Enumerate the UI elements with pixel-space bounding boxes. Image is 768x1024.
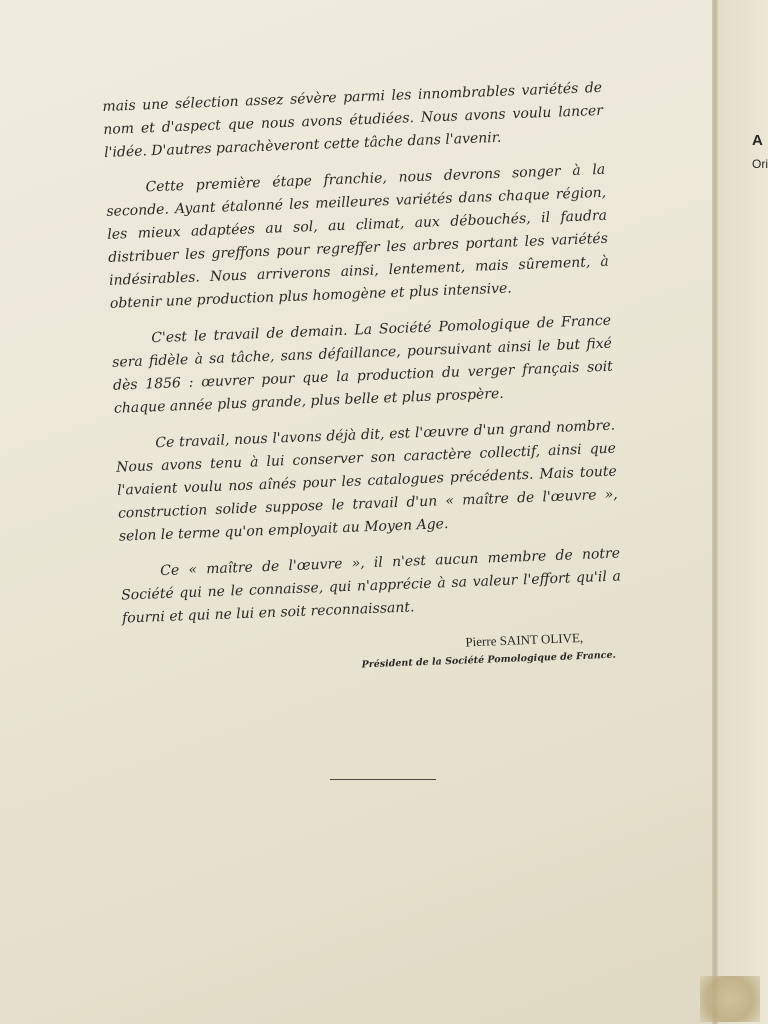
body-text: [102, 77, 624, 683]
right-page-heading-fragment: A: [752, 132, 763, 149]
watermark-thumbnail: [700, 976, 760, 1022]
right-page: [718, 0, 768, 1024]
paragraph-5: Ce « maître de l'œuvre », il n'est aucun membre de notre Société qui ne le connaisse, qui n'apprécie à sa valeur l'effort qu'il a fourni et qui ne lui en soit reconnaissant.: [120, 545, 622, 627]
closing-rule: [330, 779, 436, 780]
right-page-text: [752, 132, 768, 171]
signature-name: Pierre SAINT OLIVE,: [465, 629, 584, 650]
right-page-subheading-fragment: Ori: [752, 157, 768, 171]
paragraph-2: Cette première étape franchie, nous devrons songer à la seconde. Ayant étalonné les meilleures variétés dans chaque région, les mieux adaptées au sol, au climat, aux débouchés, il faudra distribuer les greffons pour regreffer les arbres portant les variétés indésirables. Nous arriverons ainsi, lentement, mais sûrement, à obtenir une production plus homogène et plus intensive.: [106, 161, 610, 312]
paragraph-1: mais une sélection assez sévère parmi les innombrables variétés de nom et d'aspect que nous avons étudiées. Nous avons voulu lancer l'idée. D'autres parachèveront cette tâche dans l'avenir.: [102, 79, 604, 161]
paragraph-4: Ce travail, nous l'avons déjà dit, est l'œuvre d'un grand nombre. Nous avons tenu à lui conserver son caractère collectif, ainsi que l'avaient voulu nos aînés pour les catalogues précédents. Mais toute construction solide suppose le travail d'un « maître de l'œuvre », selon le terme qu'on employait au Moyen Age.: [115, 417, 618, 545]
signer-title: Président de la Société Pomologique de France.: [361, 649, 617, 671]
paragraph-3: C'est le travail de demain. La Société Pomologique de France sera fidèle à sa tâche, sans défaillance, poursuivant ainsi le but fixé dès 1856 : œuvrer pour que la production du verger français soit chaque année plus grande, plus belle et plus prospère.: [111, 312, 614, 417]
